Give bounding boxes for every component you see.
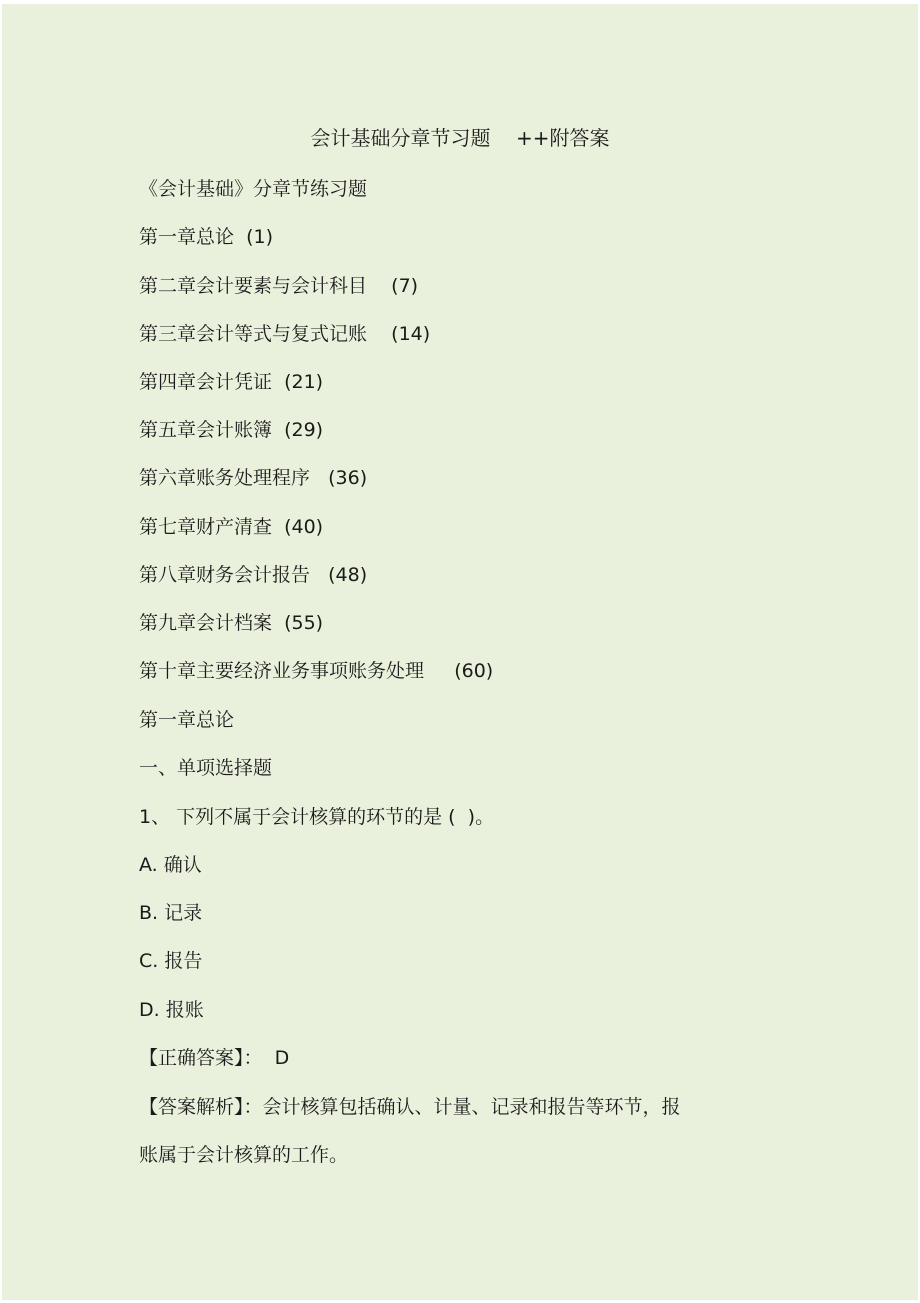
chapter-heading: 第一章总论: [139, 709, 235, 731]
toc-entry-chapter-10: 第十章主要经济业务事项账务处理 (60): [139, 660, 494, 682]
answer-explanation-continued: 账属于会计核算的工作。: [139, 1144, 349, 1166]
answer-explanation: 【答案解析】：会计核算包括确认、计量、记录和报告等环节，报: [139, 1096, 681, 1118]
section-heading: 一、单项选择题: [139, 757, 273, 779]
toc-entry-chapter-5: 第五章会计账簿 (29): [139, 419, 324, 441]
option-a: A. 确认: [139, 854, 202, 876]
toc-entry-chapter-3: 第三章会计等式与复式记账 (14): [139, 323, 431, 345]
toc-entry-chapter-6: 第六章账务处理程序 (36): [139, 467, 368, 489]
toc-entry-chapter-4: 第四章会计凭证 (21): [139, 371, 324, 393]
toc-entry-chapter-7: 第七章财产清查 (40): [139, 516, 324, 538]
option-d: D. 报账: [139, 999, 204, 1021]
question-text: 1、 下列不属于会计核算的环节的是 ( )。: [139, 806, 495, 828]
toc-entry-chapter-2: 第二章会计要素与会计科目 (7): [139, 275, 419, 297]
subtitle: 《会计基础》分章节练习题: [139, 178, 368, 200]
option-b: B. 记录: [139, 902, 203, 924]
toc-entry-chapter-8: 第八章财务会计报告 (48): [139, 564, 368, 586]
option-c: C. 报告: [139, 950, 203, 972]
correct-answer: 【正确答案】： D: [139, 1047, 290, 1069]
document-title: 会计基础分章节习题 ++附答案: [310, 126, 610, 150]
document-page: [2, 4, 918, 1300]
toc-entry-chapter-9: 第九章会计档案 (55): [139, 612, 324, 634]
toc-entry-chapter-1: 第一章总论 (1): [139, 226, 273, 248]
